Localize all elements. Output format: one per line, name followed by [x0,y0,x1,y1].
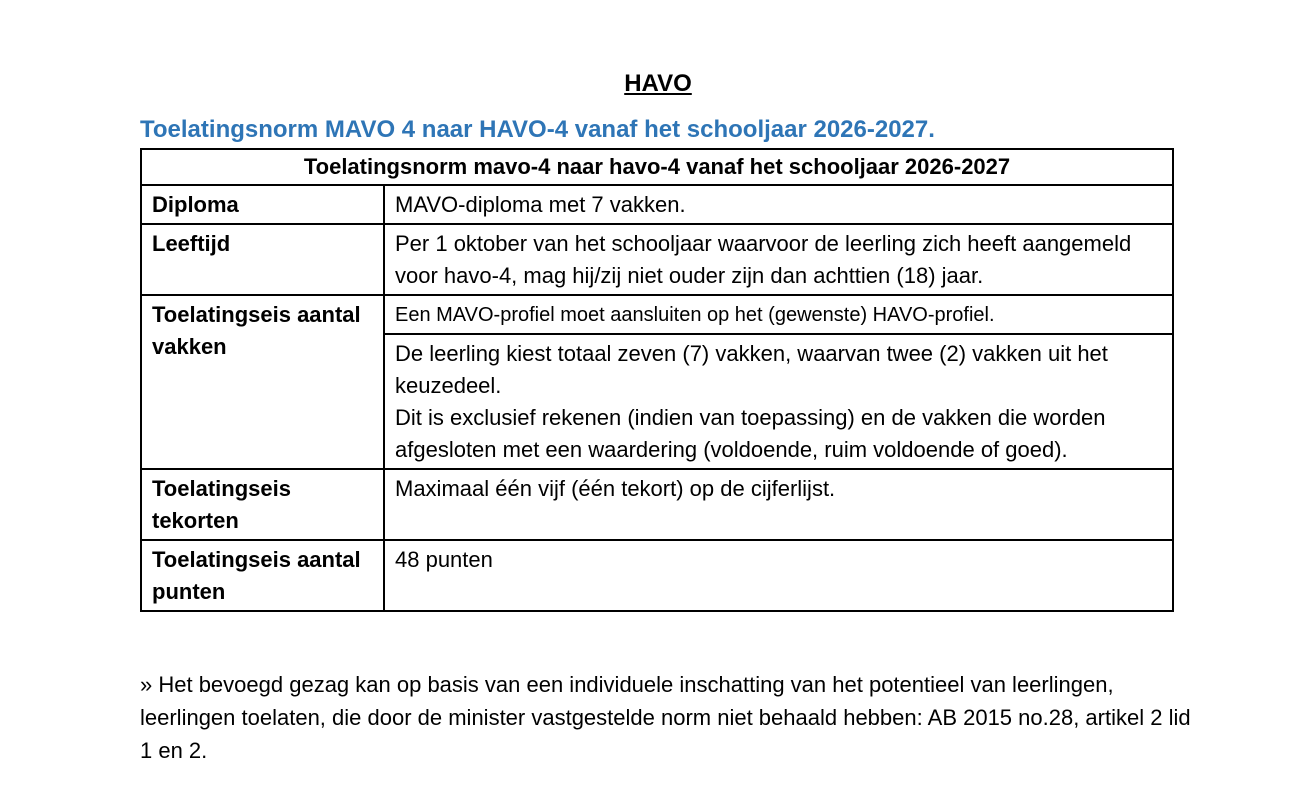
row-value-punten: 48 punten [384,540,1173,611]
row-value-diploma: MAVO-diploma met 7 vakken. [384,185,1173,224]
table-row-tekorten [141,469,1173,540]
footnote: » Het bevoegd gezag kan op basis van een individuele inschatting van het potentieel van leerlingen, leerlingen toelaten, die door de minister vastgestelde norm niet behaald hebben: AB 2015 no.28, artikel 2 lid 1 en 2. [140,672,1191,763]
vakken-keuze-text: De leerling kiest totaal zeven (7) vakken, waarvan twee (2) vakken uit het keuzedeel. [395,341,1108,398]
row-label-leeftijd: Leeftijd [141,224,384,295]
row-value-vakken-profiel: Een MAVO-profiel moet aansluiten op het (gewenste) HAVO-profiel. [384,295,1173,334]
row-value-tekorten: Maximaal één vijf (één tekort) op de cijferlijst. [384,469,1173,540]
document-subtitle: Toelatingsnorm MAVO 4 naar HAVO-4 vanaf het schooljaar 2026-2027. [140,116,935,143]
row-label-diploma: Diploma [141,185,384,224]
table-row-leeftijd [141,224,1173,295]
row-label-punten: Toelatingseis aantal punten [141,540,384,611]
row-value-leeftijd: Per 1 oktober van het schooljaar waarvoor de leerling zich heeft aangemeld voor havo-4, mag hij/zij niet ouder zijn dan achttien (18) jaar. [384,224,1173,295]
document-title: HAVO [624,70,692,97]
admission-norm-table [140,148,1174,612]
table-header: Toelatingsnorm mavo-4 naar havo-4 vanaf het schooljaar 2026-2027 [141,149,1173,185]
row-value-vakken-keuze [384,334,1173,469]
vakken-exclusief-text: Dit is exclusief rekenen (indien van toepassing) en de vakken die worden afgesloten met een waardering (voldoende, ruim voldoende of goed). [395,405,1106,462]
table-row-vakken-profiel [141,295,1173,334]
table-header-row [141,149,1173,185]
row-label-vakken: Toelatingseis aantal vakken [141,295,384,469]
table-row-punten [141,540,1173,611]
row-label-tekorten: Toelatingseis tekorten [141,469,384,540]
table-row-diploma [141,185,1173,224]
